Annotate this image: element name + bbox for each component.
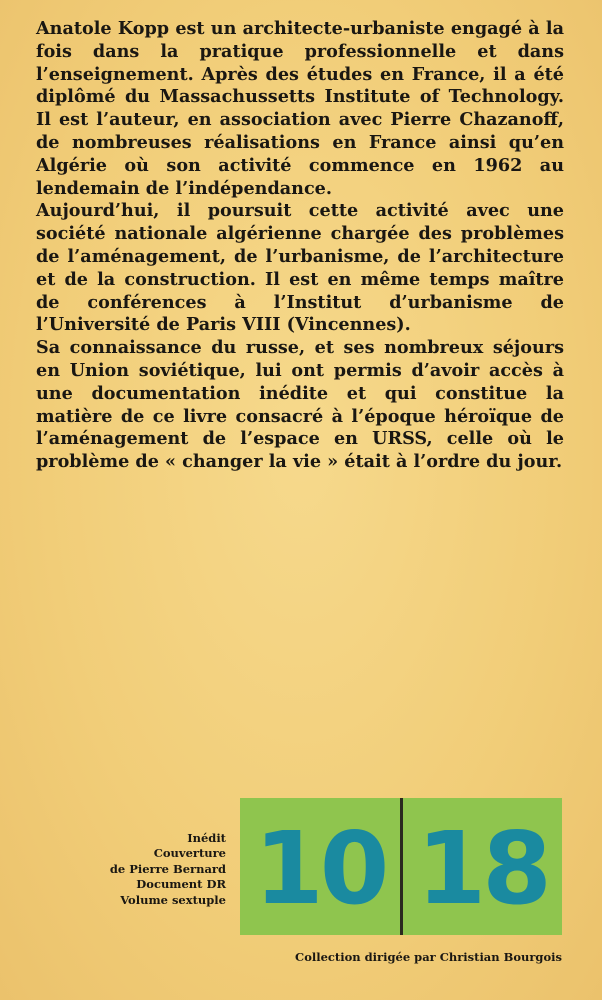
logo-number-18: 18	[416, 809, 548, 927]
edition-credits	[60, 831, 226, 908]
credit-line: Inédit	[187, 831, 226, 845]
blurb-paragraph-1: Anatole Kopp est un architecte-urbaniste engagé à la fois dans la pratique professionnelle et dans l’enseignement. Après des études en France, il a été diplômé du Massachussetts Institute of Technology. Il est l’auteur, en association avec Pierre Chazanoff, de nombreuses réalisations en France ainsi qu’en Algérie où son activité commence en 1962 au lendemain de l’indépendance.	[36, 18, 564, 199]
credit-line: de Pierre Bernard	[109, 861, 226, 876]
logo-left-block	[240, 798, 400, 935]
collection-credit: Collection dirigée par Christian Bourgois	[295, 950, 562, 964]
author-blurb	[36, 18, 564, 474]
credit-line: Volume sextuple	[120, 892, 226, 907]
publisher-logo-10-18	[240, 798, 562, 935]
credit-line: Document DR	[136, 877, 226, 892]
logo-number-10: 10	[254, 809, 386, 927]
credit-line: Couverture	[153, 846, 226, 861]
logo-right-block	[403, 798, 563, 935]
blurb-paragraph-2: Aujourd’hui, il poursuit cette activité avec une société nationale algérienne chargée des problèmes de l’aménagement, de l’urbanisme, de l’architecture et de la construction. Il est en même temps maître de conférences à l’Institut d’urbanisme de l’Université de Paris VIII (Vincennes).	[36, 200, 564, 336]
blurb-paragraph-3: Sa connaissance du russe, et ses nombreux séjours en Union soviétique, lui ont permis d’avoir accès à une documentation inédite et qui constitue la matière de ce livre consacré à l’époque héroïque de l’aménagement de l’espace en URSS, celle où le problème de « changer la vie » était à l’ordre du jour.	[36, 337, 564, 473]
